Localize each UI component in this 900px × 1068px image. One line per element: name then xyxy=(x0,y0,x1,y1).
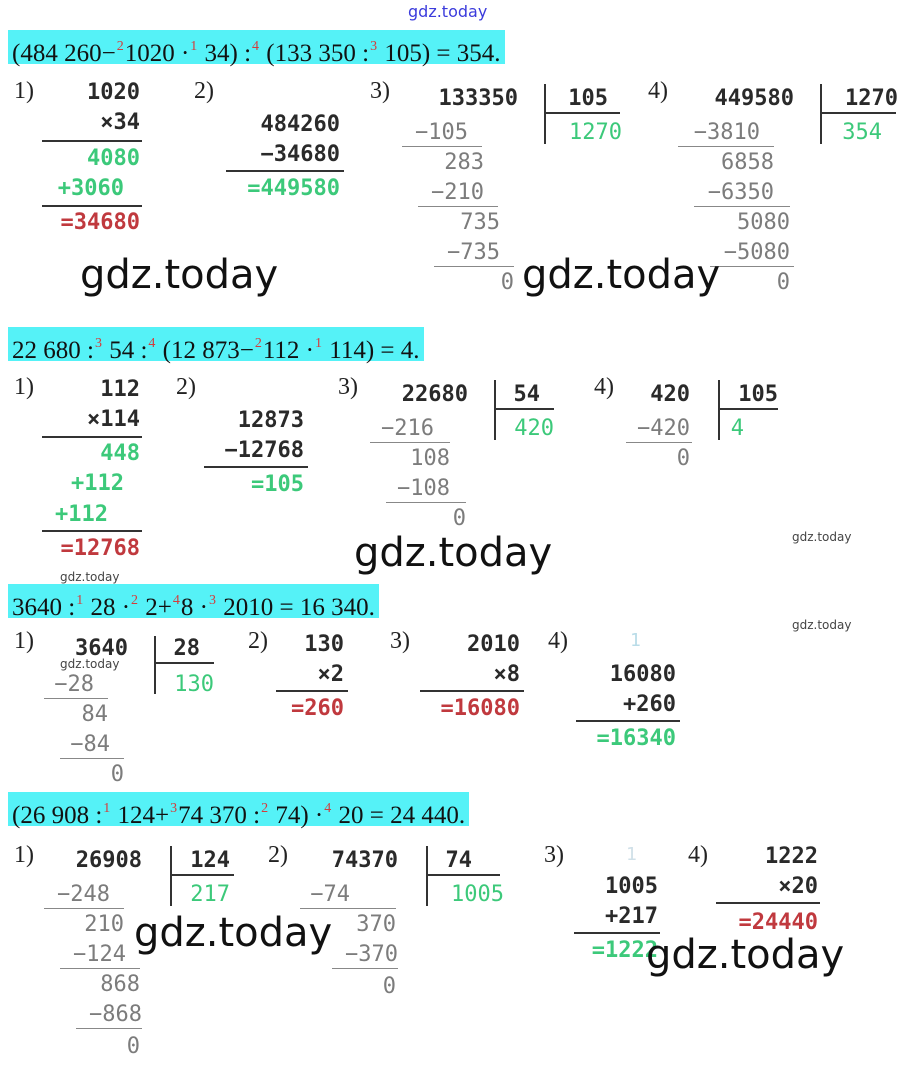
watermark: gdz.today xyxy=(60,570,120,584)
quotient: 4 xyxy=(730,416,744,441)
quotient: 1270 xyxy=(569,120,622,145)
divider-line xyxy=(434,266,514,267)
result: =24440 xyxy=(738,910,818,935)
step-number: 3) xyxy=(544,842,564,868)
dividend: 3640 xyxy=(75,636,128,661)
step-number: 1) xyxy=(14,374,34,400)
quotient: 217 xyxy=(190,882,230,907)
subtrahend: −124 xyxy=(73,942,126,967)
remainder: 0 xyxy=(126,1034,140,1059)
quotient: 130 xyxy=(174,672,214,697)
divisor: 105 xyxy=(568,86,608,111)
result: =449580 xyxy=(247,176,340,201)
subtrahend: −735 xyxy=(447,240,500,265)
operand: ×20 xyxy=(778,874,818,899)
divider-line xyxy=(276,690,348,692)
divider-line xyxy=(226,170,344,172)
watermark: gdz.today xyxy=(792,530,852,544)
divider-line xyxy=(60,758,124,759)
operand: +260 xyxy=(623,692,676,717)
divisor: 124 xyxy=(190,848,230,873)
subtrahend: −370 xyxy=(345,942,398,967)
dividend: 133350 xyxy=(438,86,518,111)
operand: 130 xyxy=(304,632,344,657)
remainder: 0 xyxy=(676,446,690,471)
dividend: 74370 xyxy=(331,848,398,873)
operand: 16080 xyxy=(609,662,676,687)
step-number: 2) xyxy=(176,374,196,400)
subtrahend: −74 xyxy=(310,882,350,907)
subtrahend: −28 xyxy=(54,672,94,697)
divider-line xyxy=(332,968,398,969)
dividend: 22680 xyxy=(401,382,468,407)
subtrahend: −105 xyxy=(415,120,468,145)
step-number: 3) xyxy=(338,374,358,400)
operand: 484260 xyxy=(260,112,340,137)
divider-line xyxy=(300,908,396,909)
carry-digit: 1 xyxy=(626,844,637,865)
divider-line xyxy=(694,206,790,207)
remainder: 868 xyxy=(100,972,140,997)
remainder: 0 xyxy=(382,974,396,999)
remainder: 5080 xyxy=(737,210,790,235)
subtrahend: −248 xyxy=(57,882,110,907)
partial-product: 448 xyxy=(100,441,140,466)
dividend: 449580 xyxy=(714,86,794,111)
division-bar xyxy=(426,846,428,906)
remainder: 0 xyxy=(500,270,514,295)
divider-line xyxy=(42,140,142,142)
remainder: 108 xyxy=(410,446,450,471)
divider-line xyxy=(76,1028,142,1029)
subtrahend: −84 xyxy=(70,732,110,757)
operand: −34680 xyxy=(260,142,340,167)
watermark: gdz.today xyxy=(354,530,553,576)
step-number: 2) xyxy=(194,78,214,104)
partial-product: +3060 xyxy=(57,176,124,201)
result: =260 xyxy=(291,696,344,721)
remainder: 84 xyxy=(81,702,108,727)
divider-line xyxy=(370,442,450,443)
partial-product: +112 xyxy=(55,502,108,527)
step-number: 4) xyxy=(688,842,708,868)
task-4-expression: (26 908 :$^1$ 124+$^3$74 370 :$^2$ 74) ·$^4$ 20 = 24 440. xyxy=(8,792,469,826)
step-number: 4) xyxy=(648,78,668,104)
result: =12768 xyxy=(60,536,140,561)
divider-line xyxy=(60,968,140,969)
divider-line xyxy=(496,408,554,410)
watermark: gdz.today xyxy=(522,252,721,298)
subtrahend: −210 xyxy=(431,180,484,205)
operand: −12768 xyxy=(224,438,304,463)
divider-line xyxy=(386,502,466,503)
remainder: 0 xyxy=(776,270,790,295)
operand: ×8 xyxy=(493,662,520,687)
divider-line xyxy=(720,408,778,410)
step-number: 4) xyxy=(548,628,568,654)
quotient: 420 xyxy=(514,416,554,441)
quotient: 1005 xyxy=(451,882,504,907)
divider-line xyxy=(576,720,680,722)
result: =34680 xyxy=(60,210,140,235)
watermark: gdz.today xyxy=(646,932,845,978)
divider-line xyxy=(428,874,500,876)
carry-digit: 1 xyxy=(630,630,641,651)
subtrahend: −5080 xyxy=(723,240,790,265)
division-bar xyxy=(820,84,822,144)
divider-line xyxy=(156,662,214,664)
remainder: 735 xyxy=(460,210,500,235)
divider-line xyxy=(418,206,498,207)
divisor: 28 xyxy=(173,636,200,661)
task-3-expression: 3640 :$^1$ 28 ·$^2$ 2+$^4$8 ·$^3$ 2010 = 16 340. xyxy=(8,584,379,618)
partial-product: +112 xyxy=(71,471,124,496)
division-bar xyxy=(544,84,546,144)
operand: ×34 xyxy=(100,110,140,135)
watermark: gdz.today xyxy=(80,252,279,298)
quotient: 354 xyxy=(842,120,882,145)
result: =1222 xyxy=(591,938,658,963)
operand: 2010 xyxy=(467,632,520,657)
remainder: 210 xyxy=(84,912,124,937)
divider-line xyxy=(716,902,820,904)
divider-line xyxy=(172,874,234,876)
partial-product: 4080 xyxy=(87,146,140,171)
divider-line xyxy=(710,266,794,267)
subtrahend: −216 xyxy=(381,416,434,441)
divider-line xyxy=(42,530,142,532)
step-number: 2) xyxy=(248,628,268,654)
subtrahend: −868 xyxy=(89,1002,142,1027)
divider-line xyxy=(678,146,774,147)
remainder: 0 xyxy=(452,506,466,531)
operand: 112 xyxy=(100,377,140,402)
watermark: gdz.today xyxy=(792,618,852,632)
operand: +217 xyxy=(605,904,658,929)
result: =105 xyxy=(251,472,304,497)
divider-line xyxy=(42,205,142,207)
operand: ×114 xyxy=(87,407,140,432)
operand: 12873 xyxy=(237,408,304,433)
subtrahend: −420 xyxy=(637,416,690,441)
divider-line xyxy=(402,146,482,147)
task-1-expression: (484 260−$^2$1020 ·$^1$ 34) :$^4$ (133 350 :$^3$ 105) = 354. xyxy=(8,30,505,64)
divider-line xyxy=(44,698,108,699)
division-bar xyxy=(170,846,172,906)
divisor: 54 xyxy=(513,382,540,407)
operand: ×2 xyxy=(317,662,344,687)
divider-line xyxy=(204,466,308,468)
divisor: 1270 xyxy=(845,86,898,111)
divider-line xyxy=(420,690,524,692)
step-number: 3) xyxy=(390,628,410,654)
watermark: gdz.today xyxy=(134,910,333,956)
task-2-expression: 22 680 :$^3$ 54 :$^4$ (12 873−$^2$112 ·$^1$ 114) = 4. xyxy=(8,327,424,361)
remainder: 370 xyxy=(356,912,396,937)
divider-line xyxy=(42,436,142,438)
operand: 1222 xyxy=(765,844,818,869)
division-bar xyxy=(154,636,156,694)
divider-line xyxy=(546,112,620,114)
watermark: gdz.today xyxy=(60,657,120,671)
remainder: 0 xyxy=(110,762,124,787)
divisor: 105 xyxy=(738,382,778,407)
remainder: 283 xyxy=(444,150,484,175)
dividend: 420 xyxy=(650,382,690,407)
watermark: gdz.today xyxy=(408,2,488,21)
step-number: 1) xyxy=(14,628,34,654)
operand: 1005 xyxy=(605,874,658,899)
step-number: 3) xyxy=(370,78,390,104)
division-bar xyxy=(494,380,496,440)
operand: 1020 xyxy=(87,80,140,105)
result: =16340 xyxy=(596,726,676,751)
result: =16080 xyxy=(440,696,520,721)
divider-line xyxy=(44,908,124,909)
divider-line xyxy=(626,442,692,443)
division-bar xyxy=(718,380,720,440)
dividend: 26908 xyxy=(75,848,142,873)
divider-line xyxy=(822,112,896,114)
step-number: 2) xyxy=(268,842,288,868)
remainder: 6858 xyxy=(721,150,774,175)
divisor: 74 xyxy=(445,848,472,873)
step-number: 4) xyxy=(594,374,614,400)
subtrahend: −3810 xyxy=(693,120,760,145)
subtrahend: −108 xyxy=(397,476,450,501)
step-number: 1) xyxy=(14,78,34,104)
subtrahend: −6350 xyxy=(707,180,774,205)
step-number: 1) xyxy=(14,842,34,868)
